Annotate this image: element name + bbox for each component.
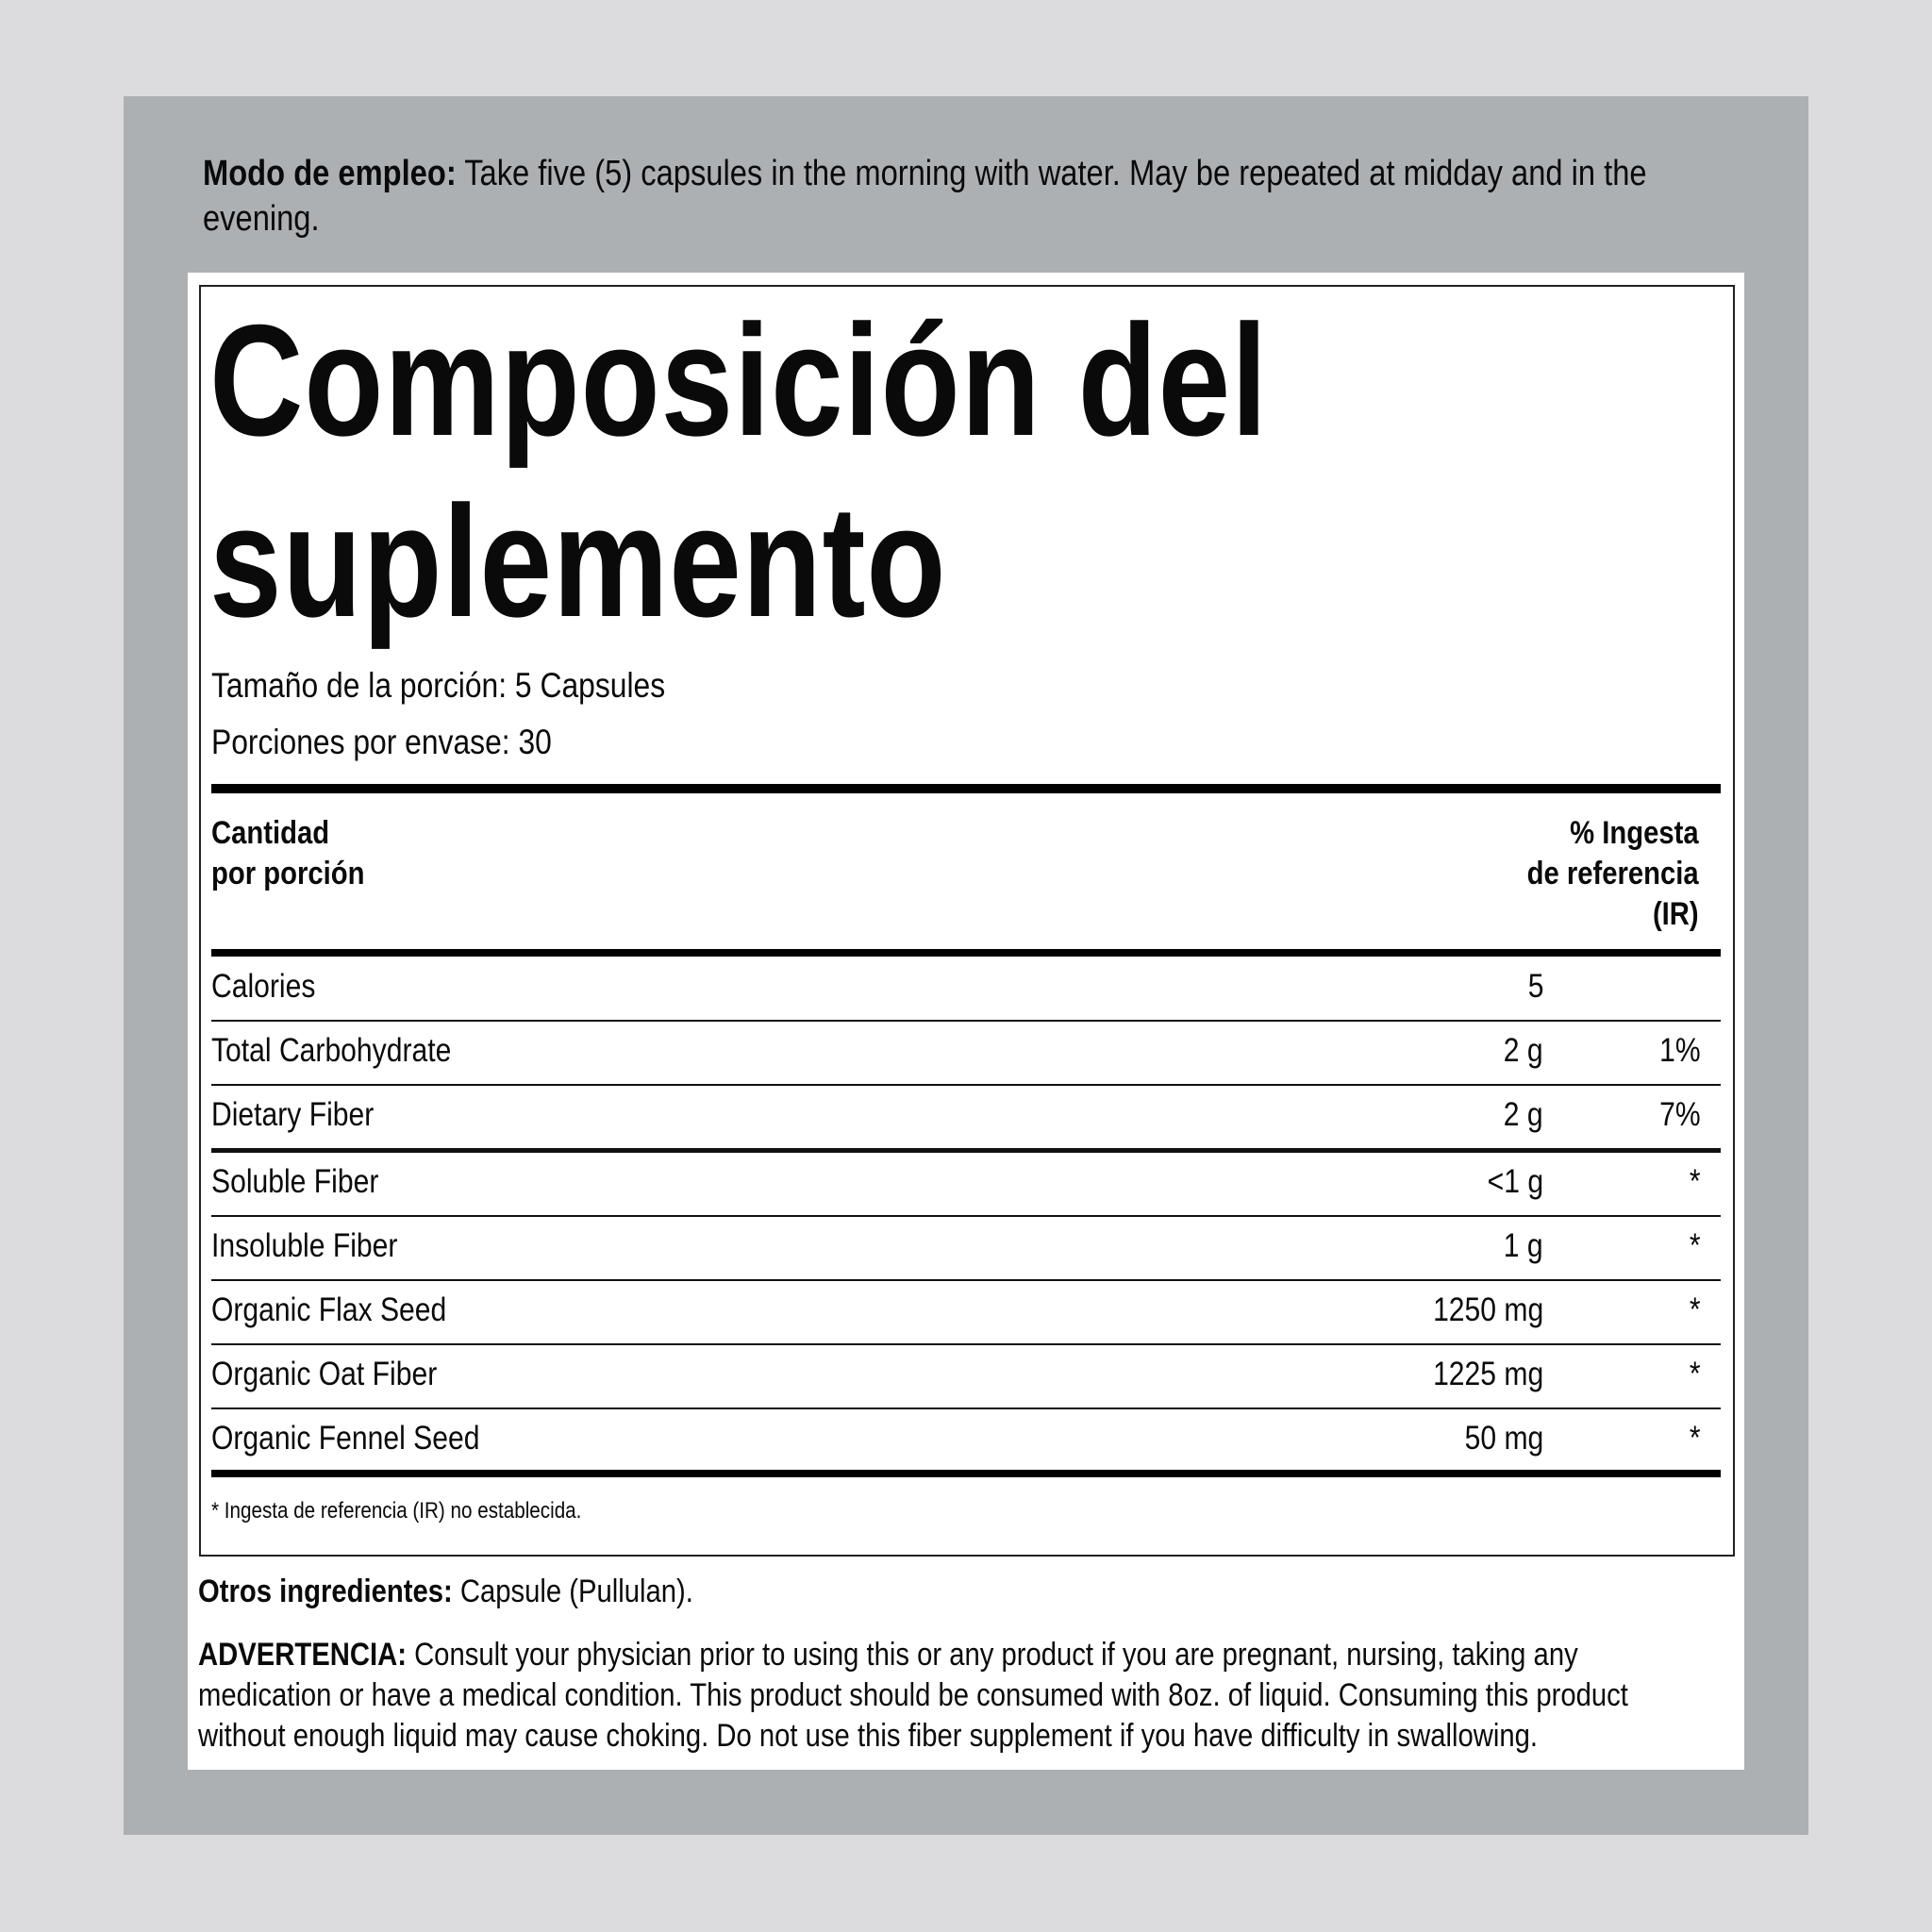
other-ingredients-label: Otros ingredientes: <box>198 1574 453 1609</box>
row-divider <box>211 1148 1721 1153</box>
row-divider <box>211 1020 1721 1022</box>
directions-label: Modo de empleo: <box>203 154 457 193</box>
ri-header-line: (IR) <box>1653 896 1699 932</box>
nutrient-ri-percent: * <box>1690 1163 1701 1200</box>
nutrient-name: Organic Flax Seed <box>211 1291 447 1328</box>
thick-divider <box>211 1470 1721 1477</box>
warning-label: ADVERTENCIA: <box>198 1637 407 1673</box>
thick-divider <box>211 949 1721 957</box>
nutrient-ri-percent: * <box>1690 1420 1701 1457</box>
nutrient-amount: 1225 mg <box>1432 1356 1543 1392</box>
serving-size: Tamaño de la porción: 5 Capsules <box>211 666 666 705</box>
nutrient-amount: 2 g <box>1504 1096 1543 1133</box>
nutrient-ri-percent: * <box>1690 1227 1701 1264</box>
facts-title: Composición del <box>209 291 1269 469</box>
facts-title-2: suplemento <box>209 473 947 650</box>
ri-header-line: de referencia <box>1526 856 1699 891</box>
nutrient-name: Soluble Fiber <box>211 1163 379 1200</box>
nutrient-amount: 2 g <box>1504 1032 1543 1069</box>
warning-text: without enough liquid may cause choking. Do not use this fiber supplement if you have difficulty in swallowing. <box>198 1718 1539 1754</box>
nutrient-amount: <1 g <box>1487 1163 1543 1200</box>
row-divider <box>211 1407 1721 1409</box>
warning <box>198 1635 1628 1757</box>
nutrient-name: Organic Oat Fiber <box>211 1356 438 1392</box>
nutrient-ri-percent: 1% <box>1659 1032 1701 1069</box>
nutrient-name: Total Carbohydrate <box>211 1032 452 1069</box>
nutrient-ri-percent: * <box>1690 1356 1701 1392</box>
nutrient-amount: 50 mg <box>1464 1420 1543 1457</box>
amount-header <box>211 813 364 894</box>
ri-header-line: % Ingesta <box>1570 815 1699 851</box>
nutrient-name: Dietary Fiber <box>211 1096 375 1133</box>
row-divider <box>211 1343 1721 1345</box>
warning-text: medication or have a medical condition. This product should be consumed with 8oz. of liquid. Consuming this product <box>198 1677 1628 1713</box>
nutrient-amount: 1 g <box>1504 1227 1543 1264</box>
footnote: * Ingesta de referencia (IR) no establecida. <box>211 1498 582 1524</box>
nutrient-name: Organic Fennel Seed <box>211 1420 480 1457</box>
nutrient-amount: 1250 mg <box>1432 1291 1543 1328</box>
nutrient-amount: 5 <box>1527 968 1543 1005</box>
row-divider <box>211 1084 1721 1086</box>
other-ingredients <box>198 1574 693 1610</box>
row-divider <box>211 1215 1721 1217</box>
directions-text-2: evening. <box>203 199 320 239</box>
row-divider <box>211 1279 1721 1281</box>
other-ingredients-text: Capsule (Pullulan). <box>452 1574 693 1609</box>
nutrient-name: Insoluble Fiber <box>211 1227 398 1264</box>
amount-header-line: Cantidad <box>211 815 330 851</box>
amount-header-line: por porción <box>211 856 365 891</box>
nutrient-ri-percent: * <box>1690 1291 1701 1328</box>
warning-text: Consult your physician prior to using this or any product if you are pregnant, nursing, taking any <box>406 1637 1578 1673</box>
nutrient-ri-percent: 7% <box>1659 1096 1701 1133</box>
thick-divider <box>211 784 1721 793</box>
directions <box>203 151 1744 242</box>
servings-per-container: Porciones por envase: 30 <box>211 723 552 761</box>
nutrient-name: Calories <box>211 968 316 1005</box>
ri-header <box>1527 813 1699 935</box>
directions-text: Take five (5) capsules in the morning with water. May be repeated at midday and in the <box>456 154 1647 193</box>
